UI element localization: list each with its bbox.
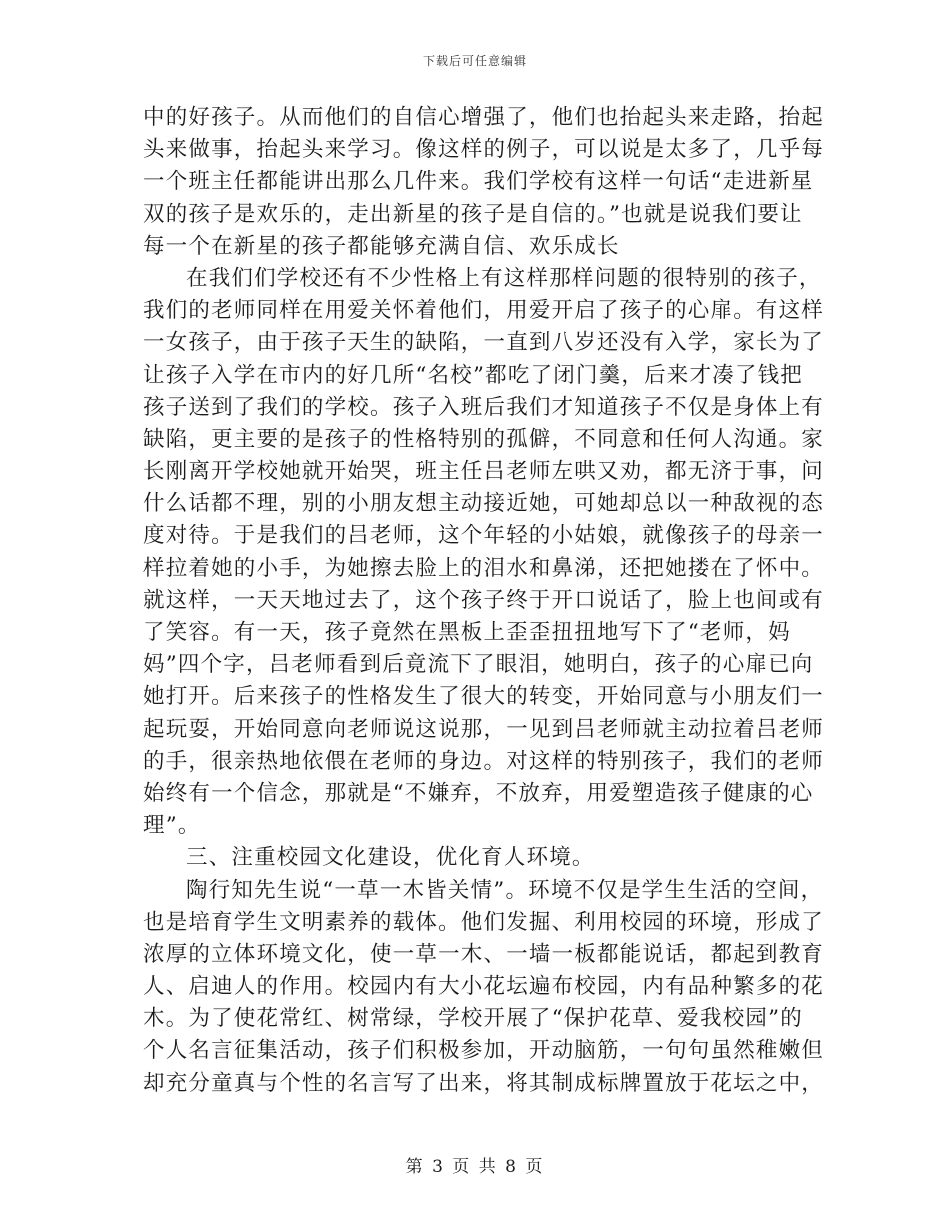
text-line: 始终有一个信念，那就是“不嫌弃，不放弃，用爱塑造孩子健康的心 bbox=[143, 780, 814, 806]
text-line: 长刚离开学校她就开始哭，班主任吕老师左哄又劝，都无济于事，问 bbox=[143, 459, 825, 485]
text-line: 浓厚的立体环境文化，使一草一木、一墙一板都能说话，都起到教育 bbox=[143, 941, 825, 967]
text-line: 三、注重校园文化建设，优化育人环境。 bbox=[186, 845, 595, 871]
text-line: 理”。 bbox=[143, 813, 201, 839]
text-line: 起玩耍，开始同意向老师说这说那，一见到吕老师就主动拉着吕老师 bbox=[143, 716, 825, 742]
text-line: 在我们们学校还有不少性格上有这样那样问题的很特别的孩子， bbox=[186, 265, 822, 291]
text-line: 的手，很亲热地依偎在老师的身边。对这样的特别孩子，我们的老师 bbox=[143, 748, 825, 774]
text-line: 却充分童真与个性的名言写了出来，将其制成标牌置放于花坛之中， bbox=[143, 1070, 825, 1096]
text-line: 个人名言征集活动，孩子们积极参加，开动脑筋，一句句虽然稚嫩但 bbox=[143, 1038, 825, 1064]
text-line: 每一个在新星的孩子都能够充满自信、欢乐成长 bbox=[143, 233, 620, 259]
document-body bbox=[143, 102, 825, 1100]
text-line: 就这样，一天天地过去了，这个孩子终于开口说话了，脸上也间或有 bbox=[143, 587, 825, 613]
text-line: 也是培育学生文明素养的载体。他们发掘、利用校园的环境，形成了 bbox=[143, 909, 825, 935]
text-line: 头来做事，抬起头来学习。像这样的例子，可以说是太多了，几乎每 bbox=[143, 137, 825, 163]
page-header: 下载后可任意编辑 bbox=[422, 54, 527, 68]
text-line: 让孩子入学在市内的好几所“名校”都吃了闭门羹，后来才凑了钱把 bbox=[143, 362, 803, 388]
text-line: 一女孩子，由于孩子天生的缺陷，一直到八岁还没有入学，家长为了 bbox=[143, 330, 825, 356]
text-line: 妈”四个字，吕老师看到后竟流下了眼泪，她明白，孩子的心扉已向 bbox=[143, 652, 814, 678]
text-line: 我们的老师同样在用爱关怀着他们，用爱开启了孩子的心扉。有这样 bbox=[143, 298, 825, 324]
text-line: 双的孩子是欢乐的，走出新星的孩子是自信的。”也就是说我们要让 bbox=[143, 201, 803, 227]
text-line: 中的好孩子。从而他们的自信心增强了，他们也抬起头来走路，抬起 bbox=[143, 105, 825, 130]
text-line: 陶行知先生说“一草一木皆关情”。环境不仅是学生生活的空间， bbox=[186, 877, 824, 903]
text-line: 她打开。后来孩子的性格发生了很大的转变，开始同意与小朋友们一 bbox=[143, 684, 825, 710]
text-line: 什么话都不理，别的小朋友想主动接近她，可她却总以一种敌视的态 bbox=[143, 491, 825, 517]
text-line: 孩子送到了我们的学校。孩子入班后我们才知道孩子不仅是身体上有 bbox=[143, 394, 825, 420]
text-line: 度对待。于是我们的吕老师，这个年轻的小姑娘，就像孩子的母亲一 bbox=[143, 523, 825, 549]
page-footer: 第 3 页 共 8 页 bbox=[405, 1157, 545, 1177]
text-line: 缺陷，更主要的是孩子的性格特别的孤僻，不同意和任何人沟通。家 bbox=[143, 426, 825, 452]
text-line: 木。为了使花常红、树常绿，学校开展了“保护花草、爱我校园”的 bbox=[143, 1006, 803, 1032]
text-line: 一个班主任都能讲出那么几件来。我们学校有这样一句话“走进新星 bbox=[143, 169, 814, 195]
text-line: 样拉着她的小手，为她擦去脸上的泪水和鼻涕，还把她搂在了怀中。 bbox=[143, 555, 825, 581]
text-line: 人、启迪人的作用。校园内有大小花坛遍布校园，内有品种繁多的花 bbox=[143, 974, 825, 1000]
text-line: 了笑容。有一天，孩子竟然在黑板上歪歪扭扭地写下了“老师，妈 bbox=[143, 620, 791, 645]
